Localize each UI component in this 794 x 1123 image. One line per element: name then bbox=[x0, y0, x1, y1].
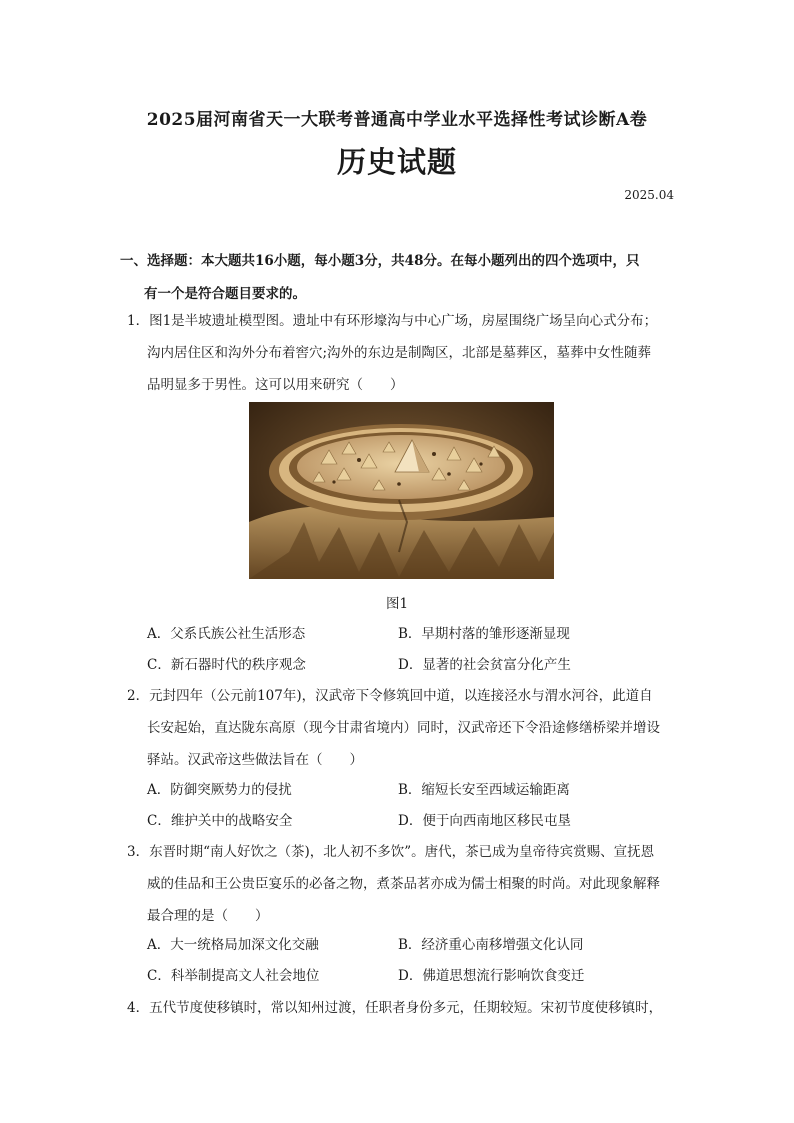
question-2-option-c[interactable]: C．维护关中的战略安全 bbox=[147, 813, 293, 829]
question-4 bbox=[127, 992, 687, 1024]
question-3-option-a[interactable]: A．大一统格局加深文化交融 bbox=[147, 937, 319, 953]
banpo-site-model-image bbox=[249, 402, 554, 579]
question-2-line-3: 驿站。汉武帝这些做法旨在（ ） bbox=[147, 752, 363, 768]
question-3-option-c[interactable]: C．科举制提高文人社会地位 bbox=[147, 968, 320, 984]
question-1-option-a[interactable]: A．父系氏族公社生活形态 bbox=[147, 626, 306, 642]
section-line-1: 一、选择题：本大题共16小题，每小题3分，共48分。在每小题列出的四个选项中，只 bbox=[120, 253, 640, 269]
question-1 bbox=[127, 305, 687, 401]
section-line-2: 有一个是符合题目要求的。 bbox=[144, 286, 306, 302]
question-1-option-b[interactable]: B．早期村落的雏形逐渐显现 bbox=[398, 626, 570, 642]
figure-1-caption: 图1 bbox=[385, 596, 409, 612]
question-1-line-3: 品明显多于男性。这可以用来研究（ ） bbox=[147, 377, 404, 393]
exam-date: 2025.04 bbox=[624, 188, 674, 202]
question-3 bbox=[127, 836, 687, 932]
exam-title: 2025届河南省天一大联考普通高中学业水平选择性考试诊断A卷 bbox=[146, 110, 648, 130]
question-1-options bbox=[147, 622, 687, 684]
question-4-line-1: 4．五代节度使移镇时，常以知州过渡，任职者身份多元，任期较短。宋初节度使移镇时， bbox=[127, 1000, 663, 1016]
question-2-line-2: 长安起始，直达陇东高原（现今甘肃省境内）同时，汉武帝还下令沿途修缮桥梁并增设 bbox=[147, 720, 660, 736]
question-3-option-d[interactable]: D．佛道思想流行影响饮食变迁 bbox=[398, 968, 585, 984]
question-2-option-b[interactable]: B．缩短长安至西域运输距离 bbox=[398, 782, 570, 798]
question-2-line-1: 2．元封四年（公元前107年)，汉武帝下令修筑回中道，以连接泾水与渭水河谷，此道自 bbox=[127, 688, 653, 704]
question-2-options bbox=[147, 778, 687, 840]
question-2 bbox=[127, 680, 687, 776]
question-1-line-2: 沟内居住区和沟外分布着窖穴;沟外的东边是制陶区，北部是墓葬区，墓葬中女性随葬 bbox=[147, 345, 652, 361]
subject-title: 历史试题 bbox=[336, 145, 457, 179]
question-3-option-b[interactable]: B．经济重心南移增强文化认同 bbox=[398, 937, 584, 953]
question-1-option-d[interactable]: D．显著的社会贫富分化产生 bbox=[398, 657, 571, 673]
question-2-option-a[interactable]: A．防御突厥势力的侵扰 bbox=[147, 782, 292, 798]
question-3-options bbox=[147, 933, 687, 995]
question-3-line-3: 最合理的是（ ） bbox=[147, 908, 269, 924]
question-2-option-d[interactable]: D．便于向西南地区移民屯垦 bbox=[398, 813, 571, 829]
question-3-line-1: 3．东晋时期“南人好饮之（茶)，北人初不多饮”。唐代，茶已成为皇帝待宾赏赐、宣抚恩 bbox=[127, 844, 655, 860]
question-1-option-c[interactable]: C．新石器时代的秩序观念 bbox=[147, 657, 306, 673]
question-3-line-2: 威的佳品和王公贵臣宴乐的必备之物，煮茶品茗亦成为儒士相聚的时尚。对此现象解释 bbox=[147, 876, 660, 892]
question-1-line-1: 1．图1是半坡遗址模型图。遗址中有环形壕沟与中心广场，房屋围绕广场呈向心式分布； bbox=[127, 313, 658, 329]
section-instructions bbox=[120, 245, 680, 311]
